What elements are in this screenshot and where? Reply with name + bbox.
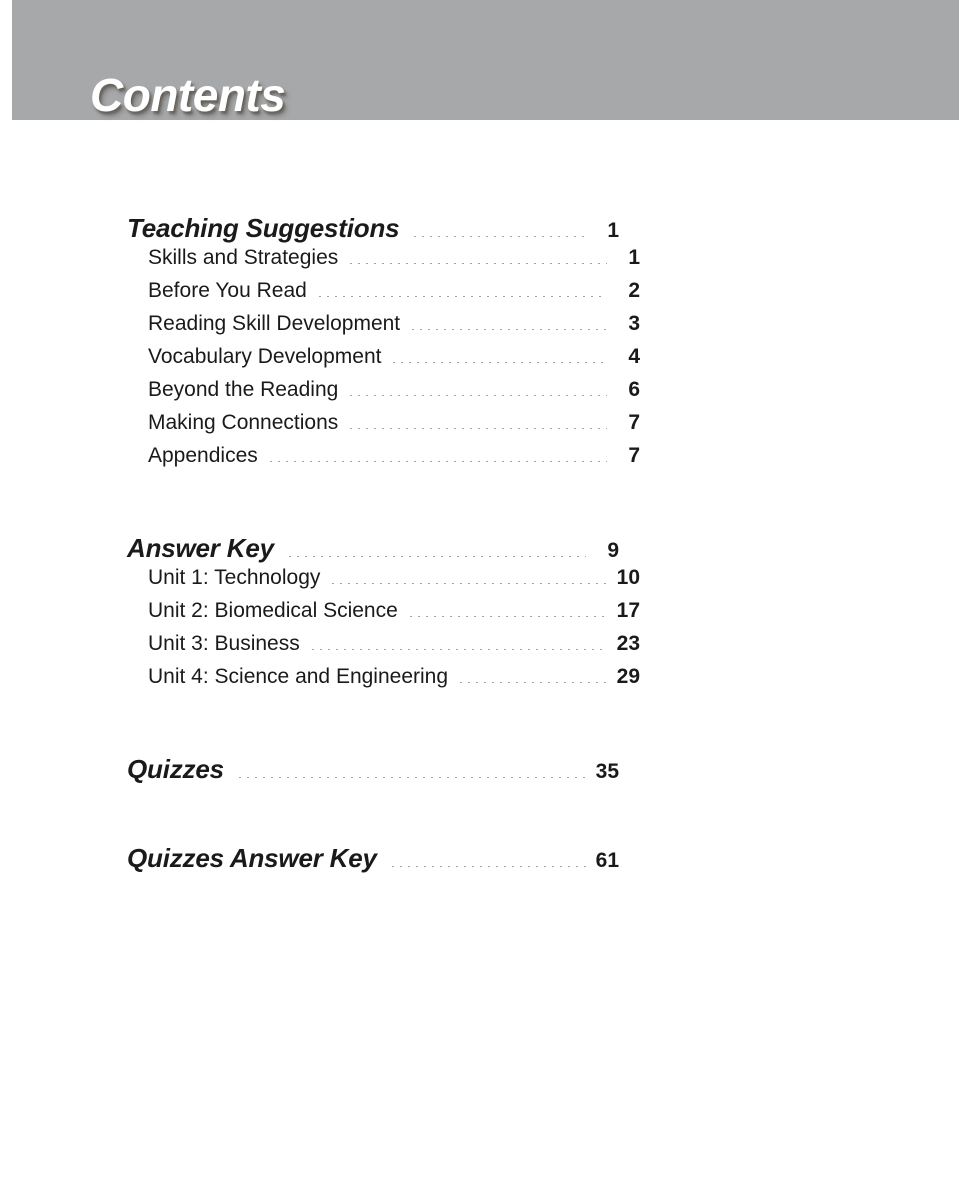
toc-entry[interactable] (127, 566, 640, 599)
table-of-contents (127, 213, 640, 876)
toc-entry-page-number: 1 (628, 246, 640, 269)
toc-entry-label: Vocabulary Development (148, 345, 382, 368)
toc-entry-label: Quizzes (127, 754, 224, 784)
toc-entry-label: Appendices (148, 444, 258, 467)
toc-entry-page-number: 2 (628, 279, 640, 302)
toc-dot-leader (267, 461, 607, 462)
toc-dot-leader (390, 362, 607, 363)
page-header-band (12, 0, 959, 120)
toc-dot-leader (347, 395, 607, 396)
toc-entry-page-number: 3 (628, 312, 640, 335)
toc-entry-page-number: 7 (628, 411, 640, 434)
toc-entry-page-number: 7 (628, 444, 640, 467)
toc-entry-label: Unit 3: Business (148, 632, 300, 655)
toc-dot-leader (316, 296, 607, 297)
toc-entry-label: Unit 1: Technology (148, 566, 321, 589)
toc-entry-label: Quizzes Answer Key (127, 843, 377, 873)
toc-entry[interactable] (127, 213, 619, 246)
toc-dot-leader (347, 263, 607, 264)
toc-entry-page-number: 4 (628, 345, 640, 368)
toc-dot-leader (309, 649, 607, 650)
toc-entry-label: Beyond the Reading (148, 378, 339, 401)
toc-entry-label: Making Connections (148, 411, 339, 434)
toc-entry-page-number: 10 (616, 566, 640, 589)
toc-entry-label: Unit 4: Science and Engineering (148, 665, 449, 688)
toc-entry[interactable] (127, 754, 619, 787)
page-title: Contents (90, 69, 286, 121)
toc-entry[interactable] (127, 599, 640, 632)
toc-dot-leader (329, 583, 607, 584)
toc-entry-page-number: 9 (607, 539, 619, 562)
toc-entry-page-number: 6 (628, 378, 640, 401)
toc-dot-leader (457, 682, 607, 683)
toc-entry[interactable] (127, 665, 640, 698)
toc-entry[interactable] (127, 533, 619, 566)
toc-entry[interactable] (127, 345, 640, 378)
toc-entry[interactable] (127, 632, 640, 665)
toc-entry-label: Teaching Suggestions (127, 213, 400, 243)
toc-entry-label: Skills and Strategies (148, 246, 339, 269)
toc-dot-leader (409, 329, 607, 330)
toc-dot-leader (389, 866, 586, 867)
toc-entry[interactable] (127, 246, 640, 279)
toc-entry-label: Before You Read (148, 279, 307, 302)
toc-entry-page-number: 61 (595, 849, 619, 872)
toc-entry-page-number: 1 (607, 219, 619, 242)
toc-dot-leader (407, 616, 607, 617)
toc-entry[interactable] (127, 444, 640, 477)
toc-entry-label: Unit 2: Biomedical Science (148, 599, 398, 622)
toc-entry[interactable] (127, 312, 640, 345)
toc-entry[interactable] (127, 411, 640, 444)
toc-entry-page-number: 23 (616, 632, 640, 655)
toc-entry-label: Answer Key (127, 533, 274, 563)
toc-entry-label: Reading Skill Development (148, 312, 401, 335)
toc-dot-leader (236, 777, 586, 778)
toc-entry[interactable] (127, 279, 640, 312)
toc-dot-leader (411, 236, 586, 237)
toc-entry[interactable] (127, 843, 619, 876)
toc-entry-page-number: 35 (595, 760, 619, 783)
toc-entry-page-number: 29 (616, 665, 640, 688)
toc-dot-leader (347, 428, 607, 429)
toc-entry-page-number: 17 (616, 599, 640, 622)
toc-dot-leader (286, 556, 586, 557)
toc-entry[interactable] (127, 378, 640, 411)
